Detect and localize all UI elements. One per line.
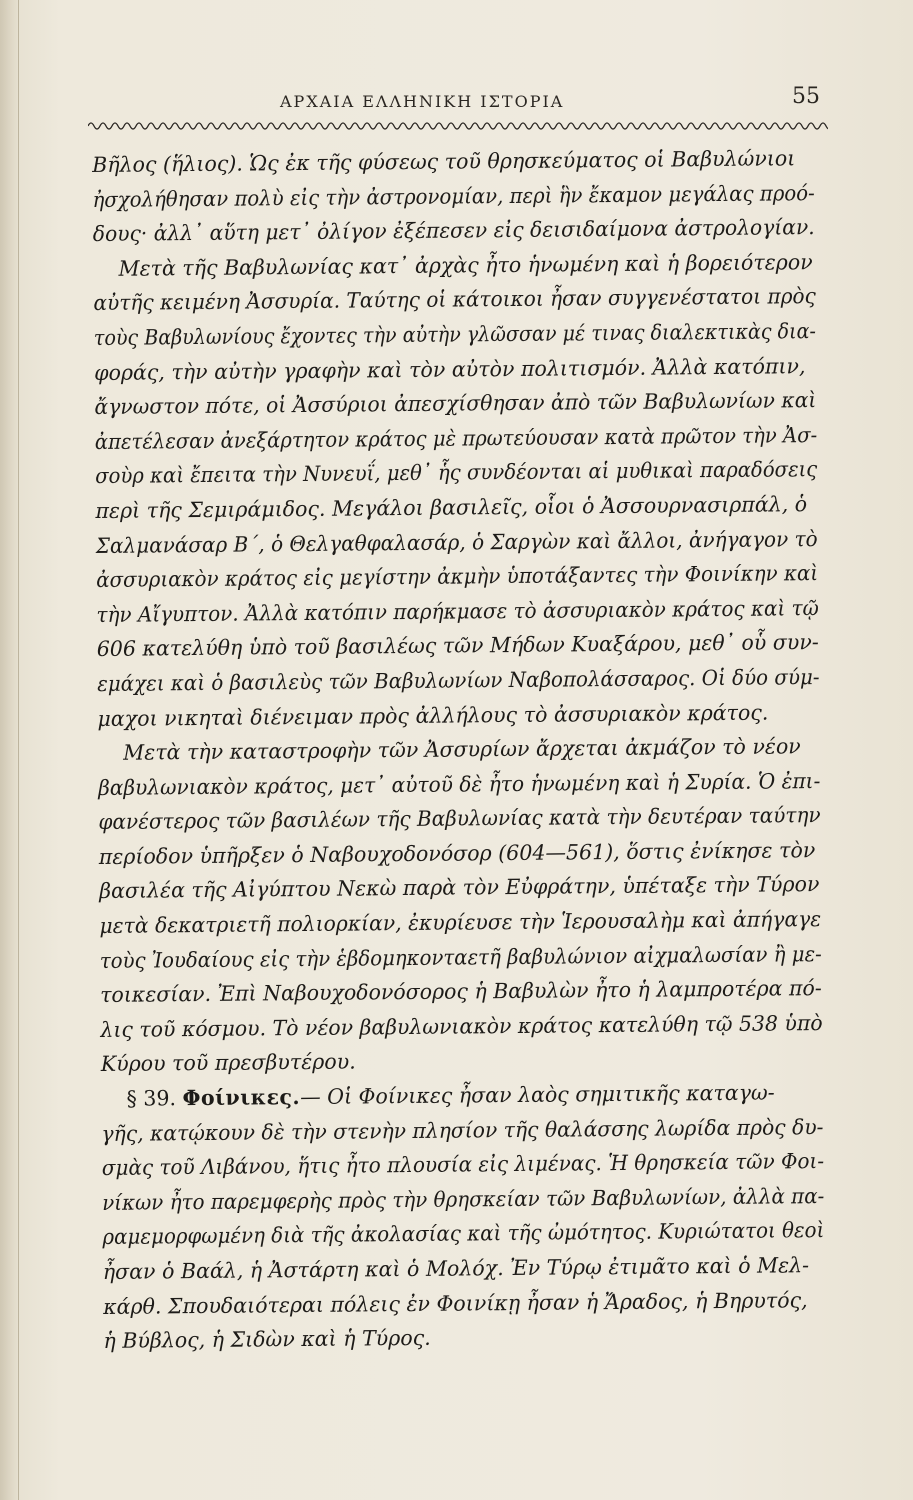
header-wavy-rule	[88, 116, 828, 136]
text-line: τοικεσίαν. Ἐπὶ Ναβουχοδονόσορος ἡ Βαβυλὼν ἦτο ἡ λαμπροτέρα πό-	[100, 976, 822, 1008]
text-line: ἡ Βύβλος, ἡ Σιδὼν καὶ ἡ Τύρος.	[103, 1325, 431, 1354]
text-line: Μετὰ τὴν καταστροφὴν τῶν Ἀσσυρίων ἄρχεται ἀκμάζον τὸ νέον	[123, 734, 801, 765]
text-line: Μετὰ τῆς Βαβυλωνίας κατ᾽ ἀρχὰς ἦτο ἡνωμένη καὶ ἡ βορειότερον	[118, 249, 813, 281]
text-line: νίκων ἦτο παρεμφερὴς πρὸς τὴν θρησκείαν τῶν Βαβυλωνίων, ἀλλὰ πα-	[102, 1183, 825, 1215]
body-text	[92, 141, 842, 1359]
text-line: σοὺρ καὶ ἔπειτα τὴν Νυνευΐ, μεθ᾽ ἧς συνδέονται αἱ μυθικαὶ παραδόσεις	[95, 457, 818, 489]
text-line: ραμεμορφωμένη διὰ τῆς ἀκολασίας καὶ τῆς ὠμότητος. Κυριώτατοι θεοὶ	[102, 1218, 825, 1250]
text-line: λις τοῦ κόσμου. Τὸ νέον βαβυλωνιακὸν κράτος κατελύθη τῷ 538 ὑπὸ	[100, 1010, 823, 1042]
section-heading: Φοίνικες.	[182, 1084, 301, 1111]
text-line: ἠσχολήθησαν πολὺ εἰς τὴν ἀστρονομίαν, περὶ ἣν ἔκαμον μεγάλας προό-	[92, 180, 815, 212]
text-line: περίοδον ὑπῆρξεν ὁ Ναβουχοδονόσορ (604—561), ὅστις ἐνίκησε τὸν	[98, 837, 816, 869]
text-line: σμὰς τοῦ Λιβάνου, ἥτις ἦτο πλουσία εἰς λιμένας. Ἡ θρησκεία τῶν Φοι-	[101, 1149, 825, 1181]
text-line: Βῆλος (ἥλιος). Ὡς ἐκ τῆς φύσεως τοῦ θρησκεύματος οἱ Βαβυλώνιοι	[92, 146, 796, 177]
text-line: περὶ τῆς Σεμιράμιδος. Μεγάλοι βασιλεῖς, οἷοι ὁ Ἀσσουρνασιρπάλ, ὁ	[95, 492, 808, 523]
page-gutter	[0, 0, 19, 1500]
text-line: φοράς, τὴν αὐτὴν γραφὴν καὶ τὸν αὐτὸν πολιτισμόν. Ἀλλὰ κατόπιν,	[94, 353, 806, 385]
text-line: βαβυλωνιακὸν κράτος, μετ᾽ αὐτοῦ δὲ ἦτο ἡνωμένη καὶ ἡ Συρία. Ὁ ἐπι-	[98, 768, 821, 800]
text-line: τοὺς Βαβυλωνίους ἔχοντες τὴν αὐτὴν γλῶσσαν μέ τινας διαλεκτικὰς δια-	[93, 319, 817, 350]
section-text: — Οἱ Φοίνικες ἦσαν λαὸς σημιτικῆς καταγω-	[300, 1080, 775, 1110]
text-line: αὐτῆς κειμένη Ἀσσυρία. Ταύτης οἱ κάτοικοι ἦσαν συγγενέστατοι πρὸς	[93, 284, 816, 316]
text-line: 606 κατελύθη ὑπὸ τοῦ βασιλέως τῶν Μήδων Κυαξάρου, μεθ᾽ οὗ συν-	[96, 630, 819, 662]
text-line: ἀπετέλεσαν ἀνεξάρτητον κράτος μὲ πρωτεύουσαν κατὰ πρῶτον τὴν Ἀσ-	[94, 422, 818, 454]
text-line: γῆς, κατῴκουν δὲ τὴν στενὴν πλησίον τῆς θαλάσσης λωρίδα πρὸς δυ-	[101, 1114, 824, 1146]
text-line: εμάχει καὶ ὁ βασιλεὺς τῶν Βαβυλωνίων Ναβοπολάσσαρος. Οἱ δύο σύμ-	[97, 664, 820, 696]
text-line: τοὺς Ἰουδαίους εἰς τὴν ἑβδομηκονταετῆ βαβυλώνιον αἰχμαλωσίαν ἢ με-	[99, 941, 822, 973]
text-line: μετὰ δεκατριετῆ πολιορκίαν, ἐκυρίευσε τὴν Ἱερουσαλὴμ καὶ ἀπήγαγε	[99, 907, 822, 939]
text-line: ἦσαν ὁ Βαάλ, ἡ Ἀστάρτη καὶ ὁ Μολόχ. Ἐν Τύρῳ ἐτιμᾶτο καὶ ὁ Μελ-	[102, 1253, 810, 1284]
text-line: κάρθ. Σπουδαιότεραι πόλεις ἐν Φοινίκῃ ἦσαν ἡ Ἄραδος, ἡ Βηρυτός,	[103, 1287, 808, 1319]
text-line: τὴν Αἴγυπτον. Ἀλλὰ κατόπιν παρήκμασε τὸ ἀσσυριακὸν κράτος καὶ τῷ	[96, 595, 819, 627]
text-line: δους· ἀλλ᾽ αὕτη μετ᾽ ὀλίγον ἐξέπεσεν εἰς δεισιδαίμονα ἀστρολογίαν.	[92, 215, 815, 247]
text-line: Κύρου τοῦ πρεσβυτέρου.	[100, 1049, 356, 1077]
text-line: μαχοι νικηταὶ διένειμαν πρὸς ἀλλήλους τὸ ἀσσυριακὸν κράτος.	[97, 700, 769, 731]
running-title: ΑΡΧΑΙΑ ΕΛΛΗΝΙΚΗ ΙΣΤΟΡΙΑ	[280, 92, 565, 111]
page-number: 55	[792, 84, 820, 109]
text-line: Σαλμανάσαρ Β΄, ὁ Θελγαθφαλασάρ, ὁ Σαργὼν καὶ ἄλλοι, ἀνήγαγον τὸ	[95, 526, 818, 558]
text-line: ἄγνωστον πότε, οἱ Ἀσσύριοι ἀπεσχίσθησαν ἀπὸ τῶν Βαβυλωνίων καὶ	[94, 388, 817, 420]
text-line: φανέστερος τῶν βασιλέων τῆς Βαβυλωνίας κατὰ τὴν δευτέραν ταύτην	[98, 803, 821, 835]
text-line: ἀσσυριακὸν κράτος εἰς μεγίστην ἀκμὴν ὑποτάξαντες τὴν Φοινίκην καὶ	[96, 561, 819, 593]
text-line: βασιλέα τῆς Αἰγύπτου Νεκὼ παρὰ τὸν Εὐφράτην, ὑπέταξε τὴν Τύρον	[99, 872, 820, 904]
section-number: § 39.	[126, 1086, 177, 1111]
